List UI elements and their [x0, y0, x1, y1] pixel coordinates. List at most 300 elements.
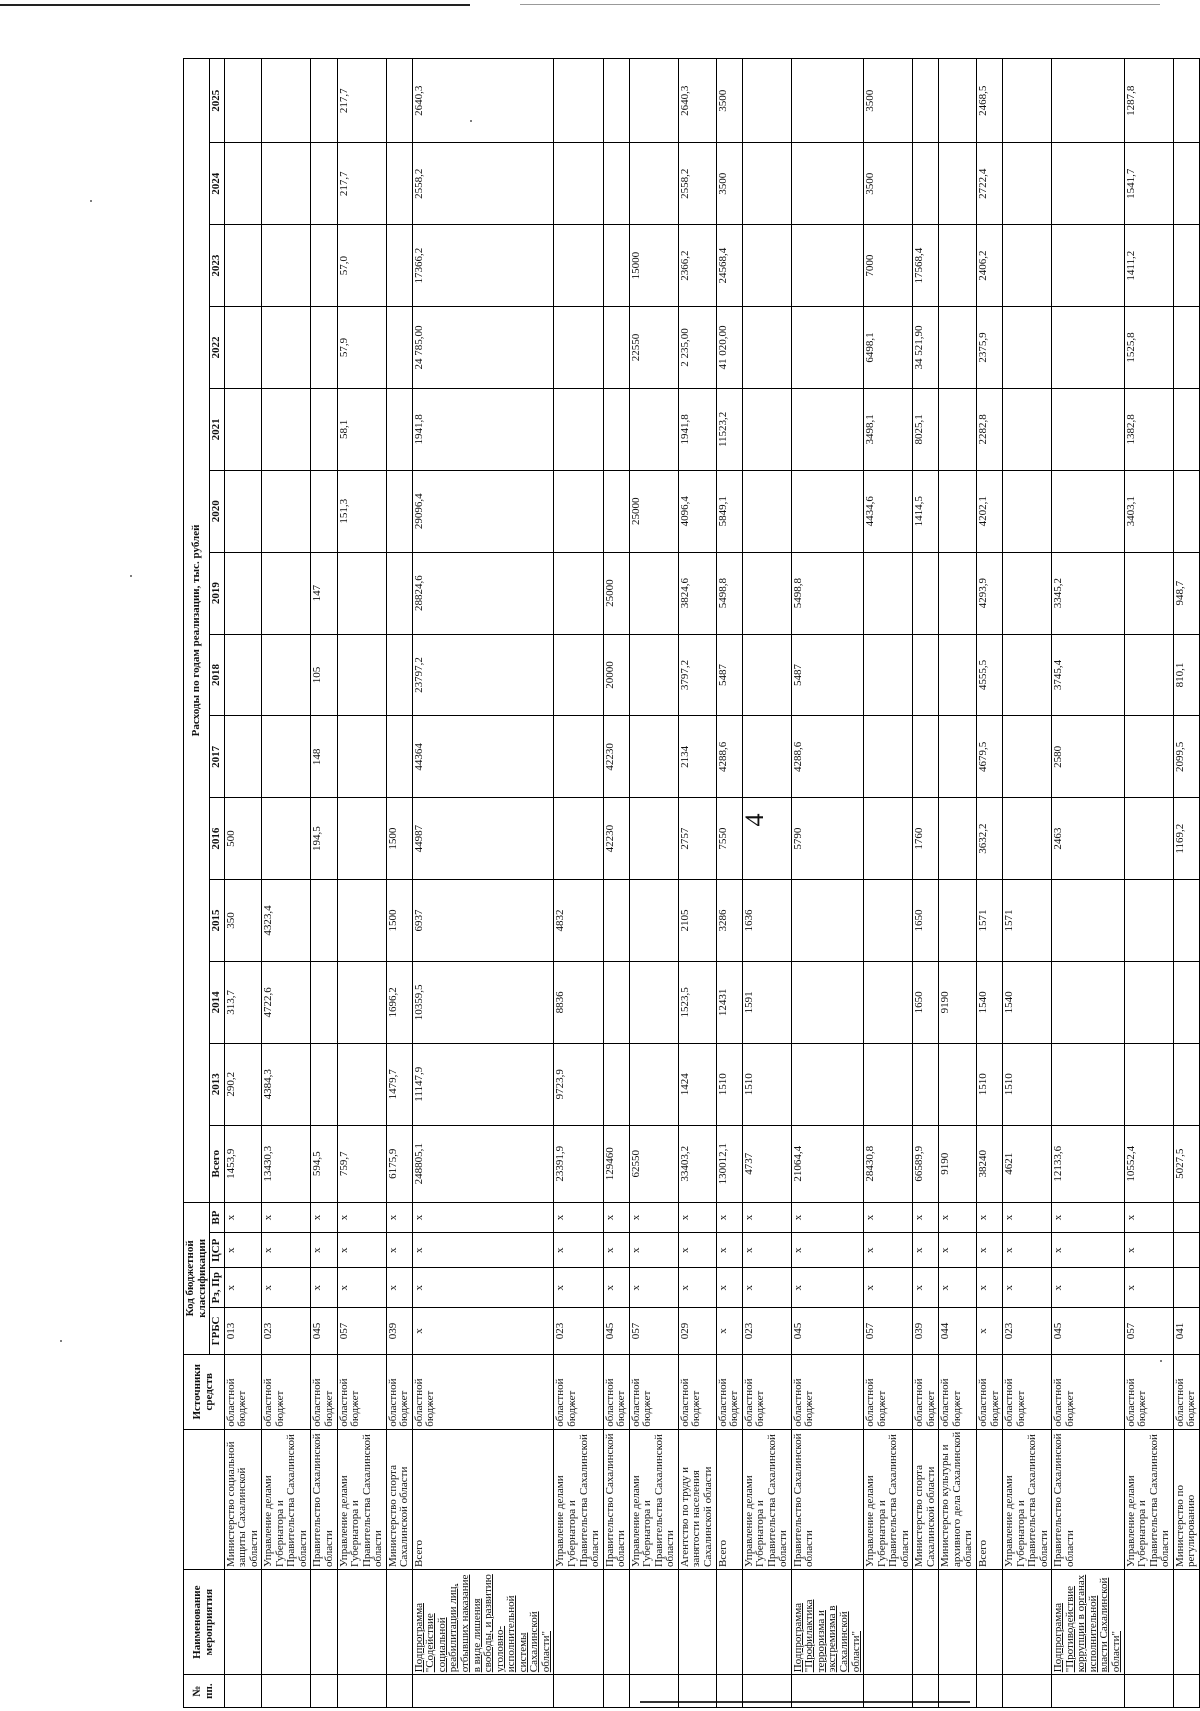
- year-value-cell: 28824,6: [412, 552, 554, 634]
- year-value-cell: 3286: [716, 880, 742, 962]
- row-total: 66589,9: [913, 1125, 939, 1202]
- year-value-cell: 3632,2: [977, 798, 1003, 880]
- year-value-cell: 1941,8: [412, 388, 554, 470]
- year-value-cell: [262, 307, 311, 389]
- year-value-cell: [224, 470, 262, 552]
- year-value-cell: [1052, 961, 1124, 1043]
- row-csr: x: [412, 1233, 554, 1268]
- year-value-cell: [629, 798, 678, 880]
- year-value-cell: [1173, 1043, 1199, 1125]
- year-value-cell: 4679,5: [977, 716, 1003, 798]
- row-rzpr: x: [913, 1268, 939, 1308]
- budget-table: [183, 58, 1200, 1708]
- year-value-cell: [913, 143, 939, 225]
- year-value-cell: 3403,1: [1124, 470, 1173, 552]
- table-row: [224, 59, 262, 1708]
- year-value-cell: [939, 552, 977, 634]
- row-total: 248805,1: [412, 1125, 554, 1202]
- year-value-cell: [386, 225, 412, 307]
- row-grbs: 045: [791, 1308, 863, 1355]
- rotated-table-container: [183, 58, 1198, 1708]
- row-total: 130012,1: [716, 1125, 742, 1202]
- year-value-cell: [386, 470, 412, 552]
- row-rzpr: x: [224, 1268, 262, 1308]
- year-value-cell: [554, 307, 603, 389]
- row-rzpr: x: [716, 1268, 742, 1308]
- year-value-cell: 6498,1: [864, 307, 913, 389]
- year-value-cell: 17568,4: [913, 225, 939, 307]
- row-source: областной бюджет: [1003, 1354, 1052, 1429]
- year-value-cell: [337, 961, 386, 1043]
- year-value-cell: [864, 716, 913, 798]
- year-value-cell: [939, 59, 977, 143]
- year-value-cell: 3500: [864, 143, 913, 225]
- row-program-name: [603, 1570, 629, 1675]
- table-row: [742, 59, 791, 1708]
- year-value-cell: 2722,4: [977, 143, 1003, 225]
- row-no: [1173, 1675, 1199, 1708]
- year-value-cell: [742, 225, 791, 307]
- year-value-cell: [386, 634, 412, 716]
- table-row: [554, 59, 603, 1708]
- year-value-cell: [554, 798, 603, 880]
- year-value-cell: [224, 716, 262, 798]
- year-value-cell: 17366,2: [412, 225, 554, 307]
- year-value-cell: 194,5: [311, 798, 337, 880]
- year-value-cell: [1124, 634, 1173, 716]
- year-value-cell: [224, 388, 262, 470]
- year-value-cell: 25000: [629, 470, 678, 552]
- year-value-cell: [939, 225, 977, 307]
- year-value-cell: 1523,5: [678, 961, 716, 1043]
- year-value-cell: [742, 552, 791, 634]
- year-value-cell: [554, 388, 603, 470]
- row-vr: x: [1003, 1202, 1052, 1232]
- row-grbs: 023: [1003, 1308, 1052, 1355]
- row-vr: x: [716, 1202, 742, 1232]
- row-total: 1453,9: [224, 1125, 262, 1202]
- year-value-cell: 4202,1: [977, 470, 1003, 552]
- row-grbs: x: [412, 1308, 554, 1355]
- program-name-text: Подпрограмма "Содействие социальной реабилитации лиц, отбывших наказание в виде лишения свободы, и развитию уголовно-исполнительной системы Сахалинской области": [412, 1574, 552, 1673]
- year-value-cell: [629, 961, 678, 1043]
- year-value-cell: [1052, 470, 1124, 552]
- row-program-name: [913, 1570, 939, 1675]
- row-executor: Правительство Сахалинской области: [1052, 1429, 1124, 1569]
- row-total: 5027,5: [1173, 1125, 1199, 1202]
- year-value-cell: [939, 307, 977, 389]
- scan-edge-line: [0, 4, 470, 6]
- year-value-cell: [311, 470, 337, 552]
- year-value-cell: [864, 880, 913, 962]
- year-value-cell: 2406,2: [977, 225, 1003, 307]
- year-value-cell: [939, 634, 977, 716]
- year-value-cell: [386, 716, 412, 798]
- year-value-cell: 2375,9: [977, 307, 1003, 389]
- row-vr: x: [939, 1202, 977, 1232]
- row-csr: x: [386, 1233, 412, 1268]
- year-value-cell: [337, 798, 386, 880]
- row-grbs: 057: [337, 1308, 386, 1355]
- year-value-cell: [1124, 880, 1173, 962]
- year-value-cell: [337, 634, 386, 716]
- row-csr: x: [1052, 1233, 1124, 1268]
- year-value-cell: 4384,3: [262, 1043, 311, 1125]
- year-value-cell: 29096,4: [412, 470, 554, 552]
- year-value-cell: 25000: [603, 552, 629, 634]
- row-source: областной бюджет: [1124, 1354, 1173, 1429]
- row-program-name: [629, 1570, 678, 1675]
- year-value-cell: [603, 880, 629, 962]
- year-value-cell: 1525,8: [1124, 307, 1173, 389]
- table-row: [412, 59, 554, 1708]
- row-total: 10552,4: [1124, 1125, 1173, 1202]
- header-year: 2025: [210, 59, 225, 143]
- table-row: [913, 59, 939, 1708]
- row-grbs: x: [977, 1308, 1003, 1355]
- year-value-cell: [311, 388, 337, 470]
- year-value-cell: [262, 225, 311, 307]
- year-value-cell: [864, 552, 913, 634]
- row-no: [716, 1675, 742, 1708]
- year-value-cell: [262, 143, 311, 225]
- row-vr: x: [311, 1202, 337, 1232]
- year-value-cell: 2134: [678, 716, 716, 798]
- year-value-cell: [311, 59, 337, 143]
- row-executor: Всего: [716, 1429, 742, 1569]
- year-value-cell: 1479,7: [386, 1043, 412, 1125]
- row-source: областной бюджет: [554, 1354, 603, 1429]
- row-rzpr: x: [311, 1268, 337, 1308]
- year-value-cell: 4434,6: [864, 470, 913, 552]
- table-row: [262, 59, 311, 1708]
- row-executor: Правительство Сахалинской области: [791, 1429, 863, 1569]
- year-value-cell: [1052, 1043, 1124, 1125]
- year-value-cell: 2580: [1052, 716, 1124, 798]
- year-value-cell: [629, 880, 678, 962]
- year-value-cell: 151,3: [337, 470, 386, 552]
- row-csr: x: [864, 1233, 913, 1268]
- row-rzpr: x: [939, 1268, 977, 1308]
- row-rzpr: x: [1052, 1268, 1124, 1308]
- row-program-name: [977, 1570, 1003, 1675]
- year-value-cell: [1124, 716, 1173, 798]
- year-value-cell: 5849,1: [716, 470, 742, 552]
- year-value-cell: 1510: [742, 1043, 791, 1125]
- year-value-cell: [1173, 388, 1199, 470]
- row-program-name: [554, 1570, 603, 1675]
- year-value-cell: 3745,4: [1052, 634, 1124, 716]
- year-value-cell: [742, 798, 791, 880]
- row-csr: x: [629, 1233, 678, 1268]
- year-value-cell: [629, 634, 678, 716]
- row-csr: x: [554, 1233, 603, 1268]
- year-value-cell: [939, 470, 977, 552]
- year-value-cell: [1124, 961, 1173, 1043]
- year-value-cell: 24 785,00: [412, 307, 554, 389]
- year-value-cell: 22550: [629, 307, 678, 389]
- year-value-cell: [791, 143, 863, 225]
- row-program-name: [864, 1570, 913, 1675]
- row-grbs: 023: [262, 1308, 311, 1355]
- year-value-cell: 350: [224, 880, 262, 962]
- year-value-cell: [1003, 552, 1052, 634]
- year-value-cell: [791, 388, 863, 470]
- row-executor: Всего: [977, 1429, 1003, 1569]
- year-value-cell: 7550: [716, 798, 742, 880]
- year-value-cell: 7000: [864, 225, 913, 307]
- row-source: областной бюджет: [742, 1354, 791, 1429]
- year-value-cell: [224, 59, 262, 143]
- year-value-cell: [913, 634, 939, 716]
- row-total: 4621: [1003, 1125, 1052, 1202]
- row-vr: x: [1052, 1202, 1124, 1232]
- row-no: [629, 1675, 678, 1708]
- row-vr: x: [412, 1202, 554, 1232]
- row-source: областной бюджет: [1173, 1354, 1199, 1429]
- row-no: [913, 1675, 939, 1708]
- year-value-cell: [337, 880, 386, 962]
- row-program-name: [939, 1570, 977, 1675]
- year-value-cell: 10359,5: [412, 961, 554, 1043]
- year-value-cell: [603, 307, 629, 389]
- year-value-cell: [311, 143, 337, 225]
- row-executor: Управление делами Губернатора и Правительства Сахалинской области: [864, 1429, 913, 1569]
- year-value-cell: 2640,3: [412, 59, 554, 143]
- year-value-cell: [939, 798, 977, 880]
- year-value-cell: 5487: [716, 634, 742, 716]
- year-value-cell: [913, 552, 939, 634]
- row-total: 12133,6: [1052, 1125, 1124, 1202]
- year-value-cell: 57,0: [337, 225, 386, 307]
- year-value-cell: [864, 798, 913, 880]
- table-body: [224, 59, 1199, 1708]
- year-value-cell: [311, 1043, 337, 1125]
- year-value-cell: 11147,9: [412, 1043, 554, 1125]
- year-value-cell: 3500: [716, 59, 742, 143]
- row-grbs: 057: [1124, 1308, 1173, 1355]
- row-grbs: 045: [311, 1308, 337, 1355]
- year-value-cell: 9723,9: [554, 1043, 603, 1125]
- year-value-cell: [603, 388, 629, 470]
- year-value-cell: [554, 59, 603, 143]
- year-value-cell: 313,7: [224, 961, 262, 1043]
- year-value-cell: [1003, 143, 1052, 225]
- year-value-cell: 3824,6: [678, 552, 716, 634]
- row-source: областной бюджет: [412, 1354, 554, 1429]
- row-vr: x: [977, 1202, 1003, 1232]
- row-program-name: [311, 1570, 337, 1675]
- row-rzpr: x: [629, 1268, 678, 1308]
- year-value-cell: 2757: [678, 798, 716, 880]
- year-value-cell: 4832: [554, 880, 603, 962]
- row-no: [742, 1675, 791, 1708]
- row-executor: Управление делами Губернатора и Правительства Сахалинской области: [742, 1429, 791, 1569]
- row-executor: Всего: [412, 1429, 554, 1569]
- year-value-cell: 15000: [629, 225, 678, 307]
- year-value-cell: 217,7: [337, 59, 386, 143]
- row-executor: Министерство культуры и архивного дела Сахалинской области: [939, 1429, 977, 1569]
- year-value-cell: [337, 1043, 386, 1125]
- year-value-cell: [386, 143, 412, 225]
- year-value-cell: [1003, 798, 1052, 880]
- year-value-cell: 148: [311, 716, 337, 798]
- row-vr: x: [742, 1202, 791, 1232]
- row-program-name: [386, 1570, 412, 1675]
- year-value-cell: 5487: [791, 634, 863, 716]
- row-total: 28430,8: [864, 1125, 913, 1202]
- year-value-cell: [1173, 961, 1199, 1043]
- header-name: Наименование мероприятия: [184, 1570, 225, 1675]
- table-row: [337, 59, 386, 1708]
- row-vr: x: [554, 1202, 603, 1232]
- row-rzpr: x: [603, 1268, 629, 1308]
- header-no: № пп.: [184, 1675, 225, 1708]
- row-program-name: [1124, 1570, 1173, 1675]
- year-value-cell: 2558,2: [678, 143, 716, 225]
- row-source: областной бюджет: [977, 1354, 1003, 1429]
- year-value-cell: [1003, 716, 1052, 798]
- year-value-cell: 5790: [791, 798, 863, 880]
- year-value-cell: [1003, 388, 1052, 470]
- year-value-cell: [224, 143, 262, 225]
- year-value-cell: [864, 1043, 913, 1125]
- header-grbs: ГРБС: [210, 1308, 225, 1355]
- header-years-group: Расходы по годам реализации, тыс. рублей: [184, 59, 210, 1203]
- year-value-cell: [386, 307, 412, 389]
- row-executor: Управление делами Губернатора и Правительства Сахалинской области: [629, 1429, 678, 1569]
- row-no: [603, 1675, 629, 1708]
- year-value-cell: [629, 1043, 678, 1125]
- row-total: 9190: [939, 1125, 977, 1202]
- header-source: Источники средств: [184, 1354, 225, 1429]
- header-year: 2021: [210, 388, 225, 470]
- year-value-cell: 2 235,00: [678, 307, 716, 389]
- row-grbs: 023: [554, 1308, 603, 1355]
- year-value-cell: 5498,8: [716, 552, 742, 634]
- scan-speck: [90, 200, 92, 202]
- year-value-cell: [629, 552, 678, 634]
- header-csr: ЦСР: [210, 1233, 225, 1268]
- header-year: 2019: [210, 552, 225, 634]
- year-value-cell: [262, 388, 311, 470]
- year-value-cell: 2463: [1052, 798, 1124, 880]
- row-executor: Управление делами Губернатора и Правительства Сахалинской области: [1124, 1429, 1173, 1569]
- row-executor: Управление делами Губернатора и Правительства Сахалинской области: [554, 1429, 603, 1569]
- header-year: 2016: [210, 798, 225, 880]
- row-grbs: 039: [913, 1308, 939, 1355]
- year-value-cell: [1173, 470, 1199, 552]
- year-value-cell: [1003, 470, 1052, 552]
- year-value-cell: 1650: [913, 880, 939, 962]
- year-value-cell: 1636: [742, 880, 791, 962]
- year-value-cell: [939, 388, 977, 470]
- year-value-cell: [1052, 143, 1124, 225]
- year-value-cell: [791, 880, 863, 962]
- year-value-cell: [224, 307, 262, 389]
- year-value-cell: [791, 59, 863, 143]
- year-value-cell: [337, 716, 386, 798]
- year-value-cell: 1571: [977, 880, 1003, 962]
- year-value-cell: [311, 961, 337, 1043]
- header-vr: ВР: [210, 1202, 225, 1232]
- year-value-cell: [742, 307, 791, 389]
- row-no: [311, 1675, 337, 1708]
- row-no: [1003, 1675, 1052, 1708]
- row-source: областной бюджет: [386, 1354, 412, 1429]
- year-value-cell: 11523,2: [716, 388, 742, 470]
- year-value-cell: 2282,8: [977, 388, 1003, 470]
- row-csr: x: [678, 1233, 716, 1268]
- year-value-cell: [1173, 59, 1199, 143]
- table-header-row: [184, 59, 210, 1708]
- row-total: 129460: [603, 1125, 629, 1202]
- year-value-cell: [262, 634, 311, 716]
- row-vr: x: [913, 1202, 939, 1232]
- row-csr: x: [337, 1233, 386, 1268]
- row-program-name: [1003, 1570, 1052, 1675]
- row-rzpr: x: [1124, 1268, 1173, 1308]
- year-value-cell: 217,7: [337, 143, 386, 225]
- year-value-cell: [1052, 225, 1124, 307]
- row-rzpr: x: [1003, 1268, 1052, 1308]
- row-grbs: 045: [1052, 1308, 1124, 1355]
- header-code-group: Код бюджетной классификации: [184, 1202, 210, 1354]
- table-row: [311, 59, 337, 1708]
- year-value-cell: 3797,2: [678, 634, 716, 716]
- scan-speck: [130, 575, 132, 577]
- year-value-cell: [311, 880, 337, 962]
- year-value-cell: [629, 716, 678, 798]
- year-value-cell: [1052, 388, 1124, 470]
- header-year: 2013: [210, 1043, 225, 1125]
- year-value-cell: 2558,2: [412, 143, 554, 225]
- year-value-cell: 12431: [716, 961, 742, 1043]
- row-vr: x: [337, 1202, 386, 1232]
- year-value-cell: 6937: [412, 880, 554, 962]
- year-value-cell: [791, 307, 863, 389]
- header-year: 2015: [210, 880, 225, 962]
- year-value-cell: 4293,9: [977, 552, 1003, 634]
- row-executor: Агентство по труду и занятости населения Сахалинской области: [678, 1429, 716, 1569]
- row-executor: Управление делами Губернатора и Правительства Сахалинской области: [262, 1429, 311, 1569]
- year-value-cell: 57,9: [337, 307, 386, 389]
- table-row: [791, 59, 863, 1708]
- row-program-name: [337, 1570, 386, 1675]
- row-program-name: [262, 1570, 311, 1675]
- row-grbs: 041: [1173, 1308, 1199, 1355]
- year-value-cell: 1424: [678, 1043, 716, 1125]
- row-total: 62550: [629, 1125, 678, 1202]
- row-program-name: [716, 1570, 742, 1675]
- year-value-cell: 4722,6: [262, 961, 311, 1043]
- year-value-cell: [791, 225, 863, 307]
- year-value-cell: [742, 143, 791, 225]
- year-value-cell: 1414,5: [913, 470, 939, 552]
- row-executor: Правительство Сахалинской области: [311, 1429, 337, 1569]
- year-value-cell: [1173, 143, 1199, 225]
- year-value-cell: 4288,6: [791, 716, 863, 798]
- row-total: 21064,4: [791, 1125, 863, 1202]
- table-row: [864, 59, 913, 1708]
- row-source: областной бюджет: [603, 1354, 629, 1429]
- year-value-cell: 58,1: [337, 388, 386, 470]
- header-year: 2022: [210, 307, 225, 389]
- row-source: областной бюджет: [224, 1354, 262, 1429]
- year-value-cell: [939, 1043, 977, 1125]
- year-value-cell: 2105: [678, 880, 716, 962]
- year-value-cell: 1411,2: [1124, 225, 1173, 307]
